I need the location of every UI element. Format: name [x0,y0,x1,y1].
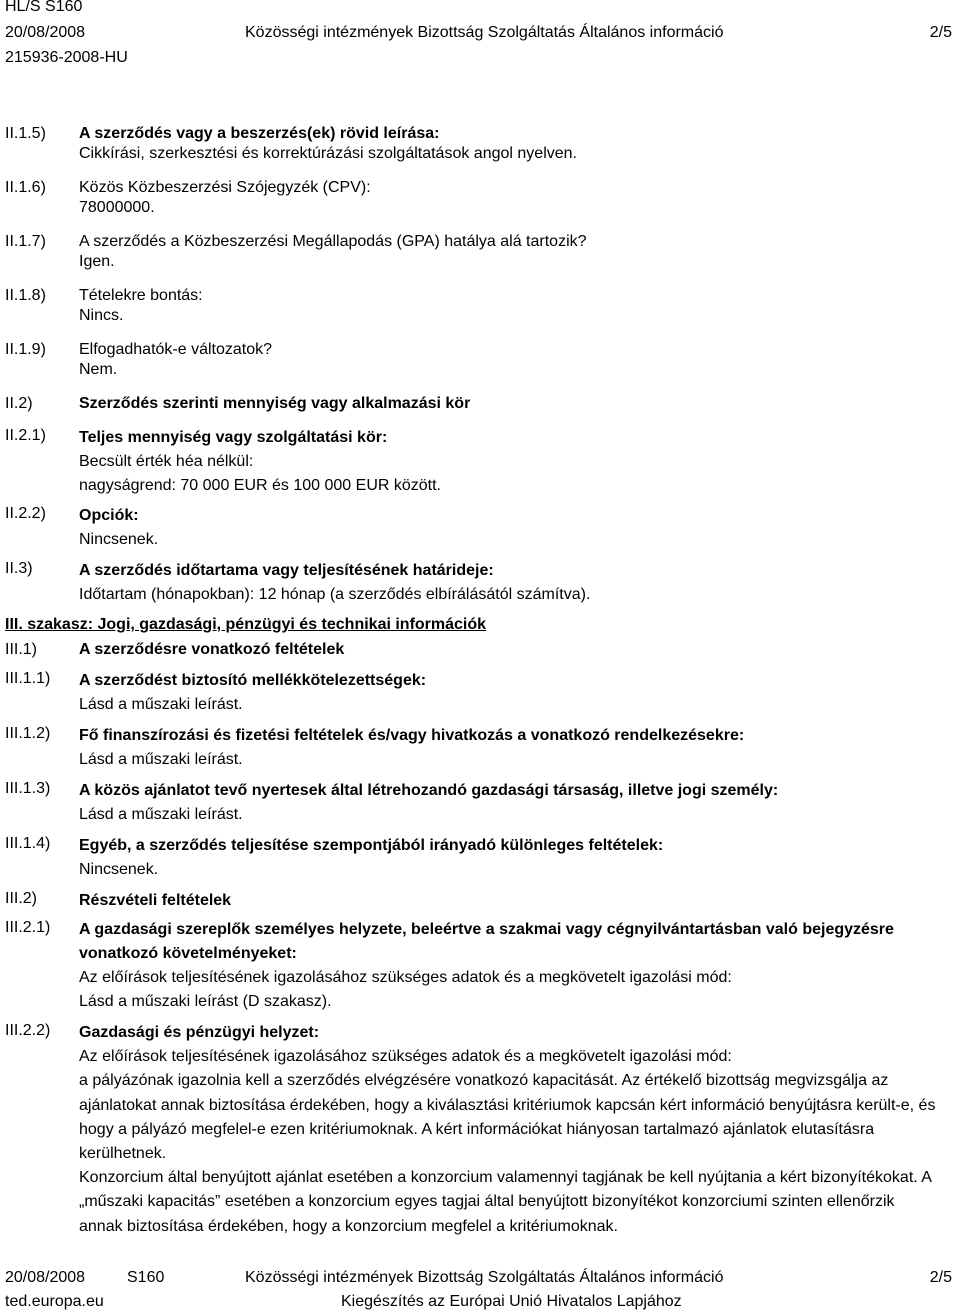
item-number: III.1.3) [5,780,51,797]
item-number: III.1.1) [5,670,51,687]
item-label: A szerződés a Közbeszerzési Megállapodás (GPA) hatálya alá tartozik? [79,233,587,250]
item-label: A szerződés vagy a beszerzés(ek) rövid leírása: [79,125,440,142]
item-number: III.2.2) [5,1022,51,1039]
item-number: II.2.1) [5,427,46,444]
item-number: III.2) [5,890,38,907]
item-value: Nincsenek. [79,531,159,548]
item-label: Teljes mennyiség vagy szolgáltatási kör: [79,429,388,446]
footer-title: Közösségi intézmények Bizottság Szolgáltatás Általános információ [245,1269,724,1286]
item-label: Részvételi feltételek [79,892,232,909]
footer-publisher: Kiegészítés az Európai Unió Hivatalos Lapjához [341,1293,682,1310]
item-number: III.1) [5,641,38,658]
item-label: Gazdasági és pénzügyi helyzet: [79,1024,320,1041]
item-number: III.1.2) [5,725,51,742]
item-label: Tételekre bontás: [79,287,203,304]
item-label: Elfogadhatók-e változatok? [79,341,273,358]
item-number: II.2.2) [5,505,46,522]
item-number: II.1.8) [5,287,46,304]
item-number: II.1.5) [5,125,46,142]
header-ref: 215936-2008-HU [5,49,128,66]
header-date: 20/08/2008 [5,24,86,41]
item-number: II.1.9) [5,341,46,358]
footer-site-link[interactable]: ted.europa.eu [5,1293,104,1310]
item-value: Időtartam (hónapokban): 12 hónap (a szerződés elbírálásától számítva). [79,586,591,603]
section-iii-title: III. szakasz: Jogi, gazdasági, pénzügyi és technikai információk [5,616,487,633]
header-page: 2/5 [929,24,952,41]
item-label: Közös Közbeszerzési Szójegyzék (CPV): [79,179,371,196]
item-value: Lásd a műszaki leírást. [79,751,243,768]
header-title: Közösségi intézmények Bizottság Szolgáltatás Általános információ [245,24,724,41]
item-number: II.3) [5,560,33,577]
item-label: Opciók: [79,507,139,524]
item-label: A gazdasági szereplők személyes helyzete, beleértve a szakmai vagy cégnyilvántartásban való bejegyzésre vonatkozó követelményeket: [79,921,894,962]
header-doc-id: HL/S S160 [5,0,83,15]
item-value: Igen. [79,253,115,270]
item-label: A közös ajánlatot tevő nyertesek által létrehozandó gazdasági társaság, illetve jogi személy: [79,782,779,799]
item-label: A szerződés időtartama vagy teljesítésének határideje: [79,562,494,579]
item-value: Nincs. [79,307,124,324]
item-label: Fő finanszírozási és fizetési feltételek és/vagy hivatkozás a vonatkozó rendelkezésekre: [79,727,745,744]
footer-series: S160 [127,1269,165,1286]
footer-page: 2/5 [929,1269,952,1286]
item-value: Becsült érték héa nélkül: nagyságrend: 70 000 EUR és 100 000 EUR között. [79,453,441,494]
footer-date: 20/08/2008 [5,1269,86,1286]
item-number: III.2.1) [5,919,51,936]
item-label: A szerződést biztosító mellékkötelezettségek: [79,672,427,689]
item-value: Nincsenek. [79,861,159,878]
item-number: II.1.7) [5,233,46,250]
item-value: Az előírások teljesítésének igazolásához szükséges adatok és a megkövetelt igazolási mód: Lásd a műszaki leírást (D szakasz). [79,969,732,1010]
item-number: II.2) [5,395,33,412]
item-value: 78000000. [79,199,155,216]
item-value: Lásd a műszaki leírást. [79,696,243,713]
item-label: A szerződésre vonatkozó feltételek [79,641,345,658]
item-value: Lásd a műszaki leírást. [79,806,243,823]
item-label: Egyéb, a szerződés teljesítése szempontjából irányadó különleges feltételek: [79,837,664,854]
item-label: Szerződés szerinti mennyiség vagy alkalmazási kör [79,395,471,412]
item-number: III.1.4) [5,835,51,852]
item-number: II.1.6) [5,179,46,196]
item-value: Cikkírási, szerkesztési és korrektúrázási szolgáltatások angol nyelven. [79,145,577,162]
item-value: Az előírások teljesítésének igazolásához szükséges adatok és a megkövetelt igazolási mód: a pályázónak igazolnia kell a szerződés elvégzésére vonatkozó kapacitását. Az értékelő bizottság megvizsgálja az ajánlatokat annak biztosítása érdekében, hogy a kiválasztási kritériumok kapcsán kért információ benyújtásra került-e, és hogy a pályázó megfelel-e ezen kritériumoknak. A kért információkat hiányosan tartalmazó ajánlatok elutasításra kerülhetnek. Konzorcium által benyújtott ajánlat esetében a konzorcium valamennyi tagjának be kell nyújtania a kért bizonyítékokat. A „műszaki kapacitás” esetében a konzorcium egyes tagjai által benyújtott bizonyítékot konzorciumi szinten ellenőrzik annak biztosítása érdekében, hogy a konzorcium megfelel a kritériumoknak. [79,1048,936,1235]
item-value: Nem. [79,361,118,378]
